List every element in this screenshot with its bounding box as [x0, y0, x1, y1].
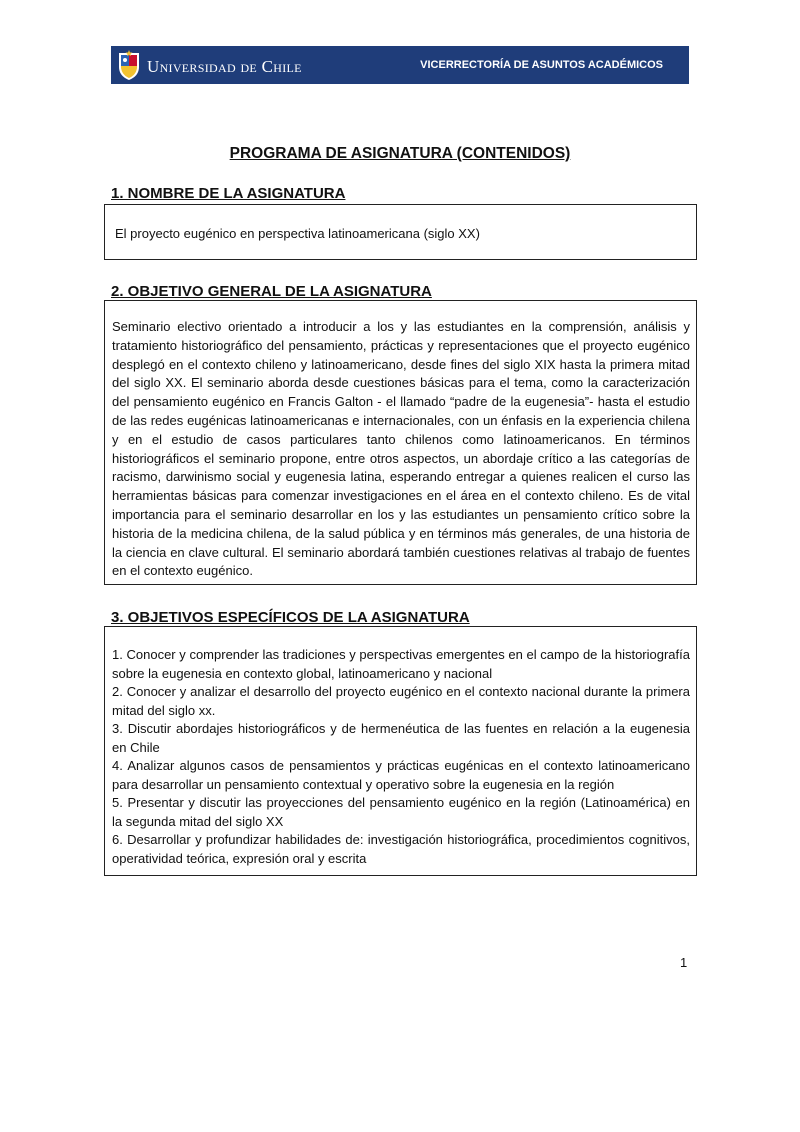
- specific-objectives-box: [104, 626, 697, 876]
- course-name: El proyecto eugénico en perspectiva latinoamericana (siglo XX): [115, 226, 480, 241]
- list-item: 2. Conocer y analizar el desarrollo del proyecto eugénico en el contexto nacional durante la primera mitad del siglo xx.: [112, 684, 690, 718]
- page-number: 1: [680, 955, 688, 970]
- list-item: 3. Discutir abordajes historiográficos y de hermenéutica de las fuentes en relación a la eugenesia en Chile: [112, 721, 690, 755]
- course-name-box: [104, 204, 697, 260]
- list-item: 6. Desarrollar y profundizar habilidades de: investigación historiográfica, procedimientos cognitivos, operatividad teórica, expresión oral y escrita: [112, 832, 690, 866]
- list-item: 5. Presentar y discutir las proyecciones del pensamiento eugénico en la región (Latinoamérica) en la segunda mitad del siglo XX: [112, 795, 690, 829]
- header-banner: [111, 46, 689, 84]
- section-heading-name: 1. NOMBRE DE LA ASIGNATURA: [111, 185, 346, 202]
- office-name: VICERRECTORÍA DE ASUNTOS ACADÉMICOS: [420, 59, 663, 71]
- general-objective-text: Seminario electivo orientado a introducir a los y las estudiantes en la comprensión, análisis y tratamiento historiográfico del pensamiento, prácticas y representaciones que el proyecto eugénico desplegó en el contexto chileno y latinoamericano, desde fines del siglo XIX hasta la primera mitad del siglo XX. El seminario aborda desde cuestiones básicas para el tema, como la caracterización del pensamiento eugénico en Francis Galton - el llamado “padre de la eugenesia”- hasta el estudio de las redes eugénicas latinoamericanas e internacionales, con un énfasis en la experiencia chilena y en el estudio de casos particulares tanto chilenos como latinoamericanos. En términos historiográficos el seminario propone, entre otros aspectos, un abordaje crítico a las categorías de racismo, darwinismo social y eugenesia latina, esperando entregar a quienes realicen el curso las herramientas básicas para comenzar investigaciones en el área en el contexto chileno. Es de vital importancia para el seminario desarrollar en los y las estudiantes un pensamiento crítico sobre la historia de la medicina chilena, de la salud pública y en términos más generales, de una historia de la ciencia en clave cultural. El seminario abordará también cuestiones relativas al trabajo de fuentes en el contexto eugénico.: [112, 319, 690, 579]
- university-name: Universidad de Chile: [147, 57, 302, 76]
- general-objective-box: [104, 300, 697, 585]
- specific-objectives-list: [112, 646, 690, 868]
- list-item: 1. Conocer y comprender las tradiciones y perspectivas emergentes en el campo de la historiografía sobre la eugenesia en contexto global, latinoamericano y nacional: [112, 647, 690, 681]
- section-heading-general-objective: 2. OBJETIVO GENERAL DE LA ASIGNATURA: [111, 283, 432, 300]
- university-crest-icon: [117, 49, 141, 81]
- list-item: 4. Analizar algunos casos de pensamientos y prácticas eugénicas en el contexto latinoamericano para desarrollar un pensamiento contextual y operativo sobre la eugenesia en la región: [112, 758, 690, 792]
- section-heading-specific-objectives: 3. OBJETIVOS ESPECÍFICOS DE LA ASIGNATURA: [111, 609, 470, 626]
- document-title: PROGRAMA DE ASIGNATURA (CONTENIDOS): [229, 145, 571, 162]
